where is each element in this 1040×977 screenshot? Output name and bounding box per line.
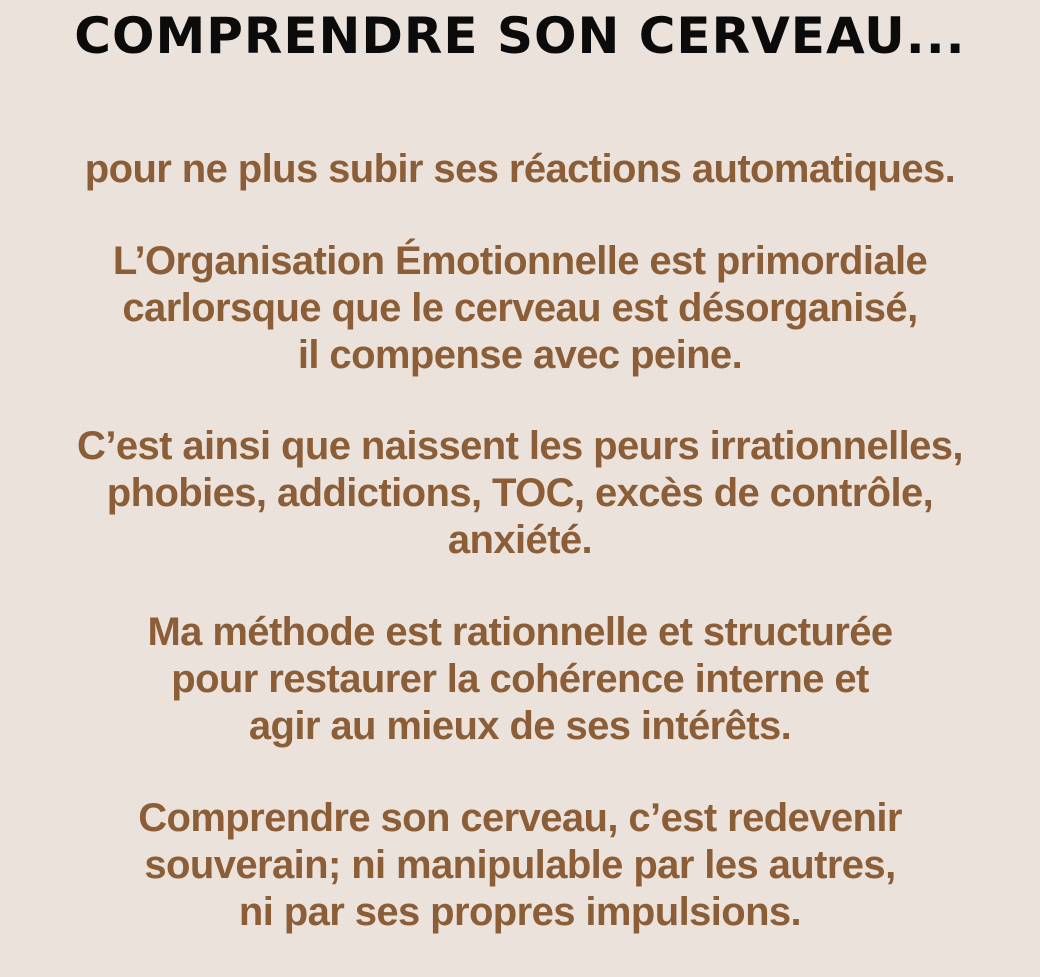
paragraph-line: Comprendre son cerveau, c’est redevenir xyxy=(138,796,902,840)
paragraph-line: anxiété. xyxy=(447,518,593,562)
paragraph-line: ni par ses propres impulsions. xyxy=(238,890,802,934)
paragraph-line: il compense avec peine. xyxy=(297,333,743,377)
paragraph-line: C’est ainsi que naissent les peurs irrationnelles, xyxy=(77,424,963,468)
paragraph-line: carlorsque que le cerveau est désorganisé, xyxy=(122,286,918,330)
paragraph-line: Ma méthode est rationnelle et structurée xyxy=(147,610,893,654)
paragraph-line: agir au mieux de ses intérêts. xyxy=(248,704,792,748)
paragraph-intro xyxy=(0,146,1040,193)
paragraph-line: L’Organisation Émotionnelle est primordiale xyxy=(112,239,928,283)
paragraph-conclusion xyxy=(0,795,1040,936)
paragraph-line: souverain; ni manipulable par les autres, xyxy=(144,843,896,887)
paragraph-line: pour restaurer la cohérence interne et xyxy=(171,657,869,701)
paragraph-methode xyxy=(0,609,1040,750)
paragraph-line: pour ne plus subir ses réactions automatiques. xyxy=(84,147,956,191)
paragraph-organisation xyxy=(0,238,1040,379)
paragraph-peurs xyxy=(0,423,1040,564)
paragraph-line: phobies, addictions, TOC, excès de contrôle, xyxy=(106,471,934,515)
page-title: COMPRENDRE SON CERVEAU... xyxy=(74,7,966,65)
